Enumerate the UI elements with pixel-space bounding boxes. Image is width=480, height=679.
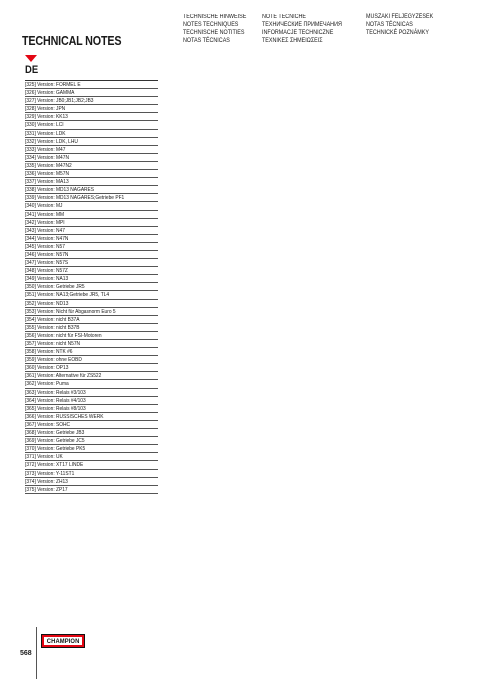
list-item (25, 453, 158, 461)
list-item (25, 194, 158, 202)
list-item (25, 324, 158, 332)
champion-logo (41, 634, 85, 648)
list-item (25, 421, 158, 429)
list-item (25, 251, 158, 259)
translations-column-2 (262, 13, 342, 45)
list-item (25, 227, 158, 235)
list-item (25, 389, 158, 397)
note-text: [327] Version: JB0;JB1;JB2;JB3 (25, 98, 94, 105)
note-text: [334] Version: M47N (25, 154, 69, 161)
note-text: [339] Version: MD13 NAGARES;Getriebe PF1 (25, 195, 125, 202)
list-item (25, 364, 158, 372)
list-item (25, 259, 158, 267)
list-item (25, 211, 158, 219)
section-label: DE (25, 64, 39, 76)
logo-text: CHAMPION (46, 637, 80, 645)
note-text: [372] Version: XT17 LINDE (25, 462, 84, 469)
note-text: [368] Version: Getriebe JB3 (25, 430, 85, 437)
list-item (25, 138, 158, 146)
note-text: [369] Version: Getriebe JC5 (25, 438, 85, 445)
list-item (25, 340, 158, 348)
translation-label: NOTE TECNICHE (262, 14, 307, 20)
note-text: [367] Version: SOHC (25, 421, 71, 428)
translation-label: NOTAS TÉCNICAS (183, 38, 230, 44)
note-text: [329] Version: KK13 (25, 114, 68, 121)
list-item (25, 356, 158, 364)
note-text: [348] Version: N57Z (25, 268, 68, 275)
note-text: [357] Version: nicht N57N (25, 341, 81, 347)
translation-label: ТЕХНИЧЕСКИЕ ПРИМЕЧАНИЯ (262, 22, 342, 28)
list-item (25, 113, 158, 121)
list-item (25, 202, 158, 210)
page-title: TECHNICAL NOTES (22, 34, 122, 48)
list-item (25, 170, 158, 178)
list-item (25, 397, 158, 405)
note-text: [360] Version: OP13 (25, 365, 69, 372)
list-item (25, 105, 158, 113)
note-text: [336] Version: M57N (25, 171, 69, 178)
note-text: [365] Version: Relais #8/103 (25, 405, 86, 412)
note-text: [344] Version: N47N (25, 235, 69, 242)
list-item (25, 413, 158, 421)
list-item (25, 461, 158, 469)
list-item (25, 332, 158, 340)
note-text: [362] Version: Puma (25, 381, 69, 388)
list-item (25, 121, 158, 129)
note-text: [352] Version: ND13 (25, 300, 69, 307)
note-text: [343] Version: N47 (25, 227, 65, 234)
note-text: [340] Version: MJ (25, 203, 63, 210)
list-item (25, 89, 158, 97)
list-item (25, 219, 158, 227)
list-item (25, 300, 158, 308)
note-text: [353] Version: Nicht für Abgasnorm Euro 5 (25, 308, 116, 315)
note-text: [347] Version: N57S (25, 260, 69, 267)
note-text: [351] Version: NA13;Getriebe JR5, TL4 (25, 292, 110, 299)
list-item (25, 97, 158, 105)
note-text: [332] Version: LDK, LHU (25, 138, 78, 145)
note-text: [371] Version: UK (25, 454, 63, 461)
list-item (25, 486, 158, 494)
list-item (25, 348, 158, 356)
note-text: [341] Version: MM (25, 211, 65, 218)
translation-label: TECHNISCHE NOTITIES (183, 30, 245, 36)
translation-label: MŰSZAKI FELJEGYZÉSEK (366, 14, 434, 20)
translation-label: ΤΕΧΝΙΚΕΣ ΣΗΜΕΙΩΣΕΙΣ (262, 38, 323, 44)
list-item (25, 267, 158, 275)
note-text: [330] Version: LCI (25, 122, 64, 129)
list-item (25, 154, 158, 162)
list-item (25, 243, 158, 251)
note-text: [366] Version: RUSSISCHES WERK (25, 413, 104, 420)
translation-label: TECHNISCHE HINWEISE (183, 14, 247, 20)
note-text: [356] Version: nicht für FSI-Motoren (25, 332, 102, 339)
note-text: [359] Version: ohne EOBD (25, 357, 82, 364)
note-text: [370] Version: Getriebe PK5 (25, 446, 86, 453)
note-text: [364] Version: Relais #4/103 (25, 397, 86, 404)
translation-label: INFORMACJE TECHNICZNE (262, 30, 334, 36)
note-text: [363] Version: Relais #3/103 (25, 389, 86, 396)
note-text: [373] Version: Y-11ST1 (25, 470, 75, 477)
note-text: [326] Version: GAMMA (25, 90, 75, 97)
note-text: [355] Version: nicht B37B (25, 324, 80, 331)
translation-label: NOTES TECHNIQUES (183, 22, 239, 28)
list-item (25, 186, 158, 194)
list-item (25, 478, 158, 486)
note-text: [345] Version: N57 (25, 243, 65, 250)
list-item (25, 275, 158, 283)
note-text: [346] Version: N57N (25, 251, 69, 258)
list-item (25, 372, 158, 380)
list-item (25, 437, 158, 445)
list-item (25, 283, 158, 291)
section-marker-triangle-icon (25, 55, 37, 62)
note-text: [328] Version: JPN (25, 106, 66, 113)
list-item (25, 405, 158, 413)
list-item (25, 162, 158, 170)
footer-divider (36, 627, 37, 679)
list-item (25, 130, 158, 138)
list-item (25, 316, 158, 324)
note-text: [335] Version: M47N2 (25, 162, 72, 169)
page-number: 568 (20, 650, 32, 657)
note-text: [342] Version: MPI (25, 219, 65, 226)
list-item (25, 235, 158, 243)
note-text: [331] Version: LDK (25, 130, 66, 137)
note-text: [349] Version: NA13 (25, 276, 69, 283)
list-item (25, 178, 158, 186)
note-text: [361] Version: Alternative für ZS522 (25, 373, 102, 380)
note-text: [374] Version: ZH13 (25, 478, 68, 485)
note-text: [375] Version: ZP17 (25, 486, 68, 493)
translation-label: NOTAS TÉCNICAS (366, 22, 413, 28)
list-item (25, 81, 158, 89)
technical-notes-list (25, 80, 158, 494)
list-item (25, 146, 158, 154)
note-text: [358] Version: NTK #6 (25, 349, 73, 356)
note-text: [338] Version: MD13 NAGARES (25, 187, 95, 194)
list-item (25, 429, 158, 437)
note-text: [325] Version: FORMEL E (25, 82, 81, 88)
list-item (25, 291, 158, 299)
translation-label: TECHNICKÉ POZNÁMKY (366, 30, 430, 36)
list-item (25, 380, 158, 388)
note-text: [350] Version: Getriebe JR5 (25, 284, 85, 291)
note-text: [354] Version: nicht B37A (25, 316, 80, 323)
list-item (25, 470, 158, 478)
list-item (25, 445, 158, 453)
note-text: [333] Version: M47 (25, 146, 66, 153)
note-text: [337] Version: MA13 (25, 179, 69, 186)
translations-column-3 (366, 13, 433, 37)
list-item (25, 308, 158, 316)
translations-column-1 (183, 13, 246, 45)
